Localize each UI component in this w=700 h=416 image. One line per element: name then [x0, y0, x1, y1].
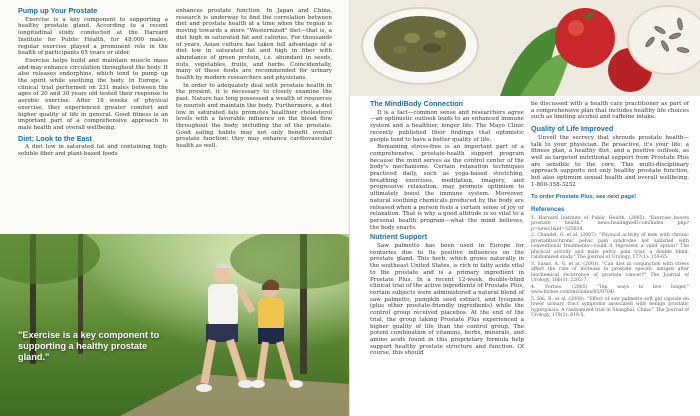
references-heading: References	[531, 206, 565, 214]
pull-quote: "Exercise is a key component to supporting a healthy prostate gland."	[18, 330, 160, 362]
reference-item: 5. Shi, R. et al. (2008). "Effect of saw palmetto soft gel capsule on lower urinary tract symptoms associated with benign prostatic hyperplasia: A randomized trial in Shanghai, China." The Journal of Urology, 179(2): 610-5.	[531, 296, 689, 319]
reference-item: 2. Chandel, G. et al. (2007). "Physical activity of men with chronic prostatitis/chronic pelvic pain syndrome not satisfied with conventional treatments—could it represent a valid option? The physical activity and male pelvic pain trial: a double blind, randomized study." The Journal of Urology, 177(1): 159-65.	[531, 233, 689, 261]
paragraph: be discussed with a health care practitioner as part of a comprehensive plan that includes healthy life choices such as limiting alcohol and caffeine intake.	[531, 101, 689, 121]
heading-mind-body: The Mind/Body Connection	[370, 99, 464, 108]
right-column-1	[370, 101, 524, 358]
paragraph: Unveil the secrecy that shrouds prostate health—talk to your physician. Be proactive, it's your life: a fitness plan, a healthy diet, and a positive outlook, as well as targeted nutritional support from Prostate Plus are sensible to the core. This multi-disciplinary approach supports not only healthy prostate function, but also optimum sexual health and overall wellbeing. 1-800-358-3252	[531, 134, 689, 188]
left-column-1	[18, 8, 168, 159]
heading-quality-of-life: Quality of Life Improved	[531, 124, 614, 134]
paragraph: In order to adequately deal with prostate health in the present, it is necessary to closely examine the past. Nature has long possessed a wealth of resources to nourish and maintain the body. Furthermore, a diet low in saturated fats promotes healthier cholesterol levels with a favorable influence on the blood flow throughout the body, including the of the prostate. Good eating habits may not only benefit overall prostate function; they may enhance cardiovascular health as well.	[176, 82, 332, 150]
right-column-2	[531, 101, 689, 320]
paragraph: Remaining stress-free is an important part of a comprehensive, prostate-health support program because the mind serves as the control center of the body's mechanisms. Certain relaxation techniques practiced daily, such as yoga-based stretching, breathing exercises, meditation, imagery, and progressive relaxation, may promote optimism to ultimately boost the immune system. Moreover, natural soothing chemicals produced by the body are released when a person feels a certain sense of joy or relaxation. That is why a good attitude is so vital to a personal health program—what the mind believes, the body enacts.	[370, 144, 524, 231]
food-photo-strip	[350, 0, 700, 96]
reference-item: 1. Harvard Institute of Public Health. (2005). "Exercise boosts prostate health," news.healingwell.com/index php?p=news1&id=525834.	[531, 215, 689, 232]
paragraph: Saw palmetto has been used in Europe for centuries due to its positive influences on the prostate gland. This herb, which grows naturally in the southeast United States, is rich in fatty acids vital to the prostate and is a primary ingredient in Prostate Plus. In a recent 12-week, double-blind clinical trial of the active ingredients of Prostate Plus, certain subjects were administered a natural blend of saw palmetto, pumpkin seed extract, and lycopene (plus other prostate-friendly ingredients) while the control group received placebos. At the end of the trial, the group taking Prostate Plus experienced a higher quality of life than the control group. The potent combination of vitamins, herbs, minerals, and amino acids found in this proprietary formula help support healthy prostate structure and function. Of course, this should	[370, 243, 524, 357]
order-callout: To order Prostate Plus, see next page!	[531, 194, 637, 201]
paragraph: A diet low in saturated fat and containing high-soluble fiber and plant-based foods	[18, 144, 168, 158]
heading-nutrient-support: Nutrient Support	[370, 232, 428, 242]
left-column-2	[176, 8, 332, 151]
heading-pump-up: Pump up Your Prostate	[18, 6, 98, 15]
jogging-couple-photo	[0, 234, 350, 416]
heading-diet: Diet: Look to the East	[18, 133, 92, 143]
paragraph: Exercise helps build and maintain muscle mass and may enhance circulation throughout the body. It also releases endorphins, which tend to pump up the spirit while soothing the body. In Europe, a clinical trial performed on 231 males between the ages of 20 and 30 years old tested their response to aerobic exercise. After 18 weeks of physical exercise, they experienced greater comfort and higher quality of life in general. Good fitness is an important part of a comprehensive approach to male health and overall wellbeing.	[18, 57, 168, 131]
paragraph: It is a fact—common sense and researchers agree—an optimistic outlook leads to an enhanced immune system and a healthier, longer life. The Mayo Clinic recently published their findings that optimistic people tend to have a better quality of life.	[370, 109, 524, 143]
reference-item: 3. Sasas, A. G. et al. (2001). "Can diet in conjunction with stress affect the rate of increase in prostate specific antigen after biochemical recurrence of prostate cancer?" The Journal of Urology, 166(1): 2202-7.	[531, 261, 689, 284]
paragraph: Exercise is a key component to supporting a healthy prostate gland. According to a recent longitudinal study conducted at the Harvard Institute for Public Health, for 48,000 males, regular exercise played a prominent role in the health of participants 65 years or older.	[18, 16, 168, 57]
reference-item: 4. Forbes. (2005) "Ten ways to live longer," www.forbes.com/ms/index/05/0704/.	[531, 284, 689, 296]
paragraph: enhances prostate function. In Japan and China, research is underway to find the correlation between diet and prostate health at a time when the region is moving towards a more "Westernized" diet—that is, a diet high in saturated fat and calories. For thousands of years, Asian culture has taken full advantage of a diet low in saturated fat and high in fiber with abundance of green protein, i.e. abundant in seeds, nuts, vegetables, fruits, and herbs. Coincidentally, many of these foods are recommended for urinary health by modern researchers and physicians.	[176, 8, 332, 82]
